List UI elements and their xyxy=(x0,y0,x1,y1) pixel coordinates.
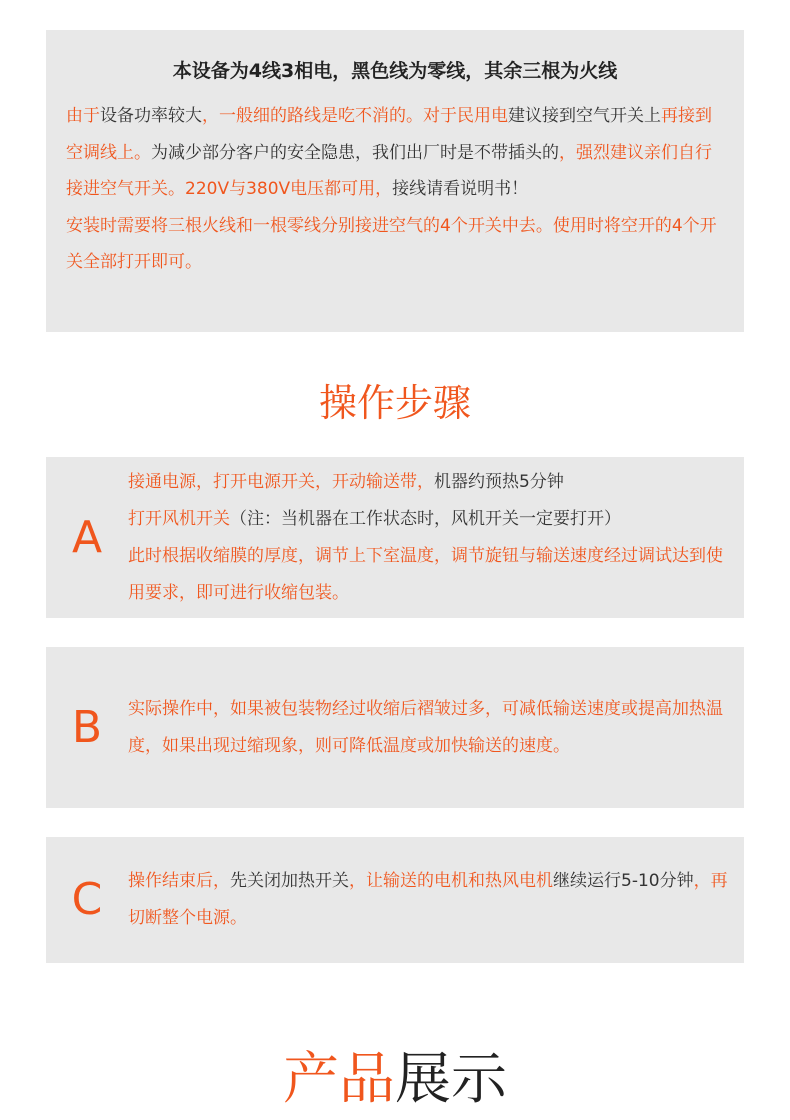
step-text xyxy=(128,863,744,937)
step-seg: ，再切断整个电源。 xyxy=(128,871,728,928)
notice-seg: ，强烈建议亲们自行接进空气开关。220V与380V电压都可用， xyxy=(66,142,712,199)
step-b-panel xyxy=(46,647,744,808)
step-seg: 先关闭加热开关 xyxy=(230,871,349,891)
notice-seg: 由于 xyxy=(66,106,100,126)
notice-seg: 再接到空调线上。 xyxy=(66,106,712,163)
notice-seg: 为减少部分客户的安全隐患，我们出厂时是不带插头的 xyxy=(151,142,559,163)
step-a-panel xyxy=(46,457,744,618)
product-showcase-heading xyxy=(0,1040,790,1120)
notice-paragraph-2: 安装时需要将三根火线和一根零线分别接进空气的4个开关中去。使用时将空开的4个开关全部打开即可。 xyxy=(66,215,717,272)
step-seg: 操作结束后， xyxy=(128,871,230,891)
step-seg: （注：当机器在工作状态时，风机开关一定要打开） xyxy=(230,508,621,529)
step-letter: B xyxy=(71,701,103,753)
step-seg: ，让输送的电机和热风电机 xyxy=(349,871,553,891)
notice-title: 本设备为4线3相电，黑色线为零线，其余三根为火线 xyxy=(172,60,618,82)
power-notice-panel xyxy=(46,30,744,332)
steps-heading: 操作步骤 xyxy=(318,381,471,425)
step-seg: 机器约预热5分钟 xyxy=(434,471,564,492)
step-text xyxy=(128,691,744,765)
step-seg: 接通电源，打开电源开关，开动输送带， xyxy=(128,471,434,492)
notice-seg: 设备功率较大 xyxy=(100,106,202,126)
step-letter: A xyxy=(71,511,103,563)
notice-seg: ，一般细的路线是吃不消的。对于民用电 xyxy=(202,106,508,126)
step-seg: 实际操作中，如果被包装物经过收缩后褶皱过多，可减低输送速度或提高加热温度，如果出现过缩现象，则可降低温度或加快输送的速度。 xyxy=(128,698,723,756)
step-seg: 继续运行5-10分钟 xyxy=(553,871,694,891)
product-title-part2: 展示 xyxy=(395,1047,507,1112)
notice-paragraph-1 xyxy=(66,98,724,208)
step-text xyxy=(128,464,744,612)
product-title-part1: 产品 xyxy=(283,1047,395,1112)
step-seg: 打开风机开关 xyxy=(128,508,230,529)
step-c-panel xyxy=(46,837,744,963)
step-letter: C xyxy=(71,874,103,925)
notice-seg: 接线请看说明书！ xyxy=(392,179,529,199)
step-seg: 此时根据收缩膜的厚度，调节上下室温度，调节旋钮与输送速度经过调试达到使用要求，即可进行收缩包装。 xyxy=(128,545,723,603)
notice-seg: 建议接到空气开关上 xyxy=(508,106,661,126)
